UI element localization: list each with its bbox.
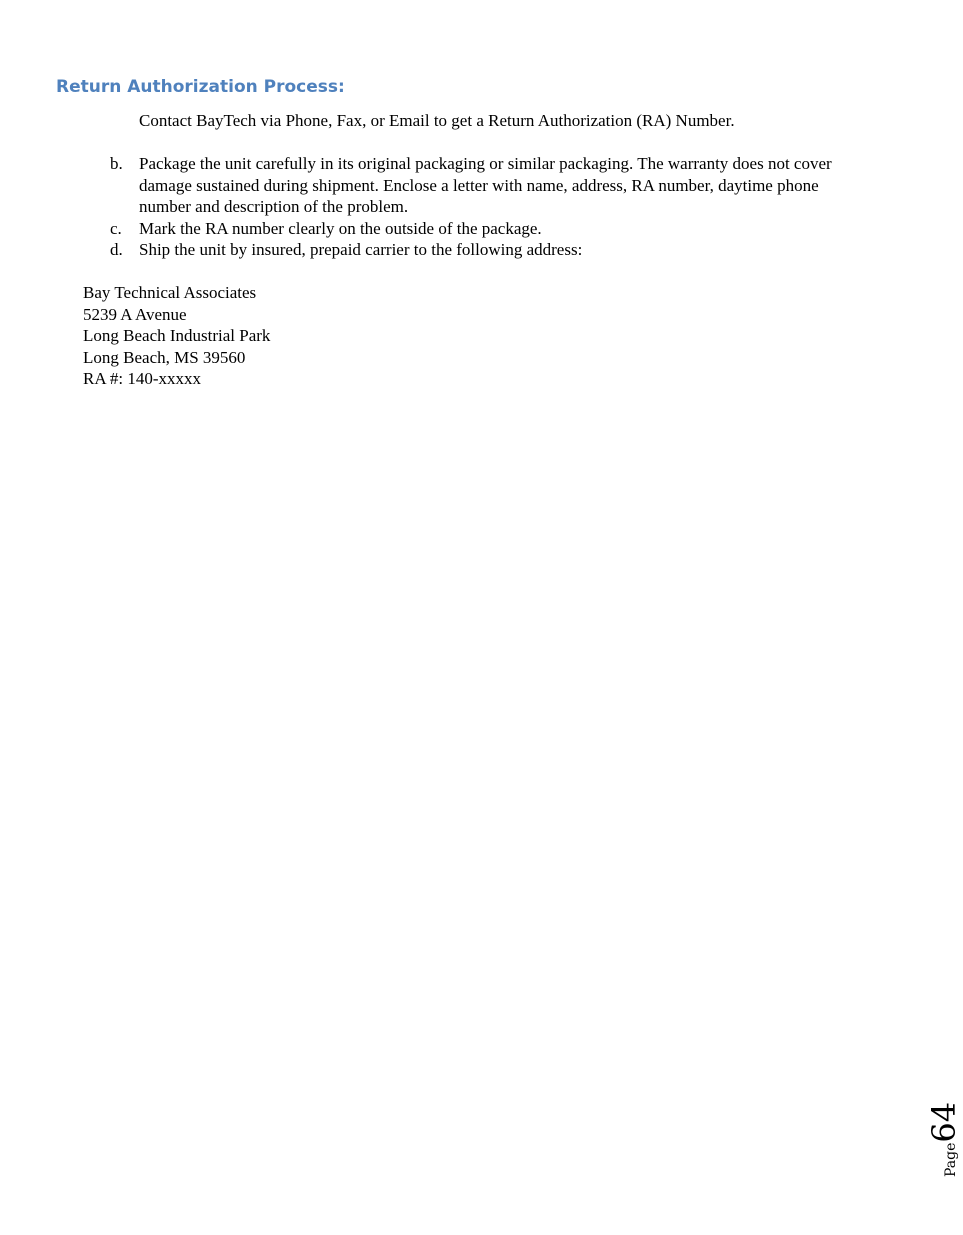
- address-line-street: 5239 A Avenue: [83, 304, 187, 324]
- page-number-value: 64: [925, 1101, 963, 1143]
- address-line-city: Long Beach, MS 39560: [83, 347, 246, 367]
- list-item: [110, 218, 870, 240]
- list-marker: b.: [110, 154, 123, 173]
- list-item-text: Ship the unit by insured, prepaid carrier to the following address:: [139, 240, 583, 259]
- address-line-company: Bay Technical Associates: [83, 283, 257, 302]
- steps-list: [110, 153, 870, 261]
- list-marker: c.: [110, 218, 122, 238]
- shipping-address: [83, 282, 270, 390]
- section-heading: Return Authorization Process:: [56, 77, 345, 97]
- list-item: [110, 153, 870, 218]
- list-marker: d.: [110, 240, 123, 259]
- page-label: Page: [943, 1142, 959, 1177]
- page-number: [925, 1102, 963, 1177]
- intro-text: Contact BayTech via Phone, Fax, or Email to get a Return Authorization (RA) Number.: [139, 111, 735, 130]
- address-line-ra-number: RA #: 140-xxxxx: [83, 369, 202, 388]
- list-item: [110, 239, 870, 261]
- address-line-park: Long Beach Industrial Park: [83, 326, 271, 345]
- list-item-text: Package the unit carefully in its original packaging or similar packaging. The warranty does not cover damage sustained during shipment. Enclose a letter with name, address, RA number, daytime phone number and description of the problem.: [139, 154, 832, 216]
- list-item-text: Mark the RA number clearly on the outside of the package.: [139, 218, 542, 238]
